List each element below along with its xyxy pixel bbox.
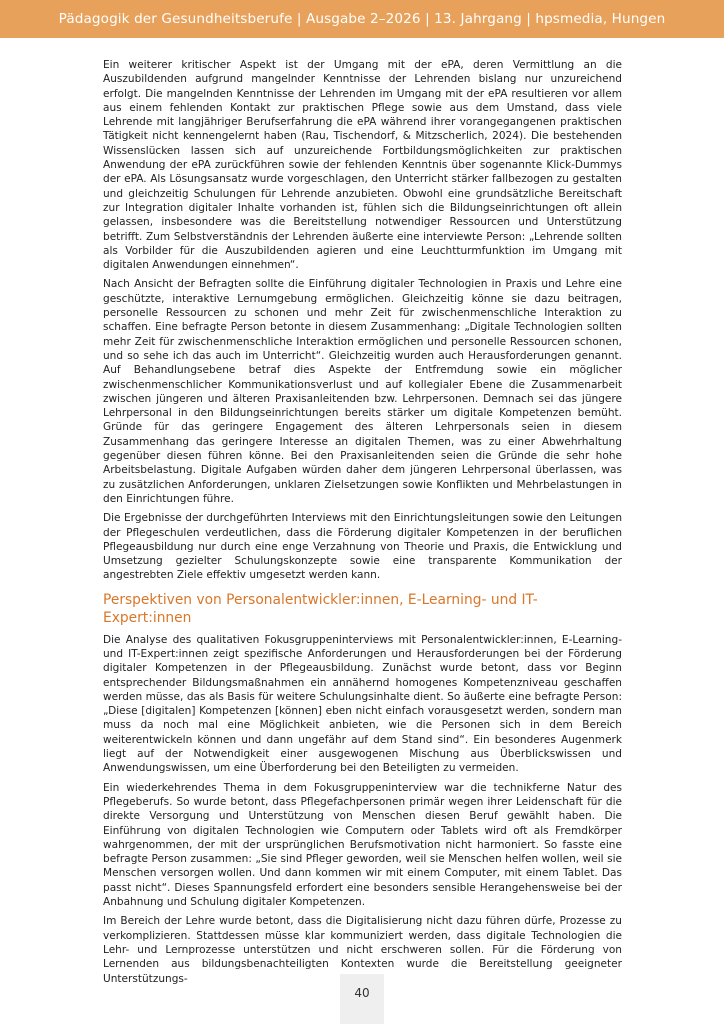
running-header: Pädagogik der Gesundheitsberufe | Ausgabe 2–2026 | 13. Jahrgang | hpsmedia, Hungen <box>0 0 724 38</box>
article-body <box>103 58 622 991</box>
section-heading: Perspektiven von Personalentwickler:innen, E-Learning- und IT-Expert:innen <box>103 591 538 626</box>
paragraph: Die Ergebnisse der durchgeführten Interviews mit den Einrichtungsleitungen sowie den Leitungen der Pflegeschulen verdeutlichen, dass die Förderung digitaler Kompetenzen in der beruflichen Pflegeausbildung nur durch eine enge Verzahnung von Theorie und Praxis, die Entwicklung und Umsetzung gezielter Schulungskonzepte sowie eine transparente Kommunikation der angestrebten Ziele effektiv umgesetzt werden kann. <box>103 512 622 582</box>
page-number: 40 <box>340 974 384 1024</box>
paragraph: Ein weiterer kritischer Aspekt ist der Umgang mit der ePA, deren Vermittlung an die Auszubildenden aufgrund mangelnder Kenntnisse der Lehrenden bislang nur unzureichend erfolgt. Die mangelnden Kenntnisse der Lehrenden im Umgang mit der ePA resultieren vor allem aus einem fehlenden Kontakt zur praktischen Pflege sowie aus dem Umstand, dass viele Lehrende mit langjähriger Berufserfahrung die ePA während ihrer vorangegangenen praktischen Tätigkeit nicht kennengelernt haben (Rau, Tischendorf, & Mitzscherlich, 2024). Die bestehenden Wissenslücken lassen sich auf unzureichende Fortbildungsmöglichkeiten zur praktischen Anwendung der ePA zurückführen sowie der fehlenden Kenntnis über sogenannte Klick-Dummys der ePA. Als Lösungsansatz wurde vorgeschlagen, den Unterricht stärker fallbezogen zu gestalten und gleichzeitig Schulungen für Lehrende anzubieten. Obwohl eine grundsätzliche Bereitschaft zur Integration digitaler Inhalte vorhanden ist, fühlen sich die Bildungseinrichtungen oft allein gelassen, insbesondere was die Bereitstellung notwendiger Ressourcen und Unterstützung betrifft. Zum Selbstverständnis der Lehrenden äußerte eine interviewte Person: „Lehrende sollten als Vorbilder für die Auszubildenden agieren und eine Leuchtturmfunktion im Umgang mit digitalen Anwendungen einnehmen“. <box>103 59 622 272</box>
paragraph: Nach Ansicht der Befragten sollte die Einführung digitaler Technologien in Praxis und Lehre eine geschützte, interaktive Lernumgebung ermöglichen. Gleichzeitig könne sie dazu beitragen, personelle Ressourcen zu schonen und mehr Zeit für zwischenmenschliche Interaktion zu schaffen. Eine befragte Person betonte in diesem Zusammenhang: „Digitale Technologien sollten mehr Zeit für zwischenmenschliche Interaktion ermöglichen und personelle Ressourcen schonen, und so sehe ich das auch im Unterricht“. Gleichzeitig wurden auch Herausforderungen genannt. Auf Behandlungsebene betraf dies Aspekte der Entfremdung sowie ein möglicher zwischenmenschlicher Kommunikationsverlust und auf kollegialer Ebene die Zusammenarbeit zwischen jüngeren und älteren Praxisanleitenden bzw. Lehrpersonen. Demnach sei das jüngere Lehrpersonal in den Bildungseinrichtungen bereits stärker um digitale Kompetenzen bemüht. Gründe für das geringere Engagement des älteren Lehrpersonals seien in diesem Zusammenhang das geringere Interesse an digitalen Themen, was zu einer Abwehrhaltung gegenüber diesen führen könne. Bei den Praxisanleitenden seien die Gründe die sehr hohe Arbeitsbelastung. Digitale Aufgaben würden daher dem jüngeren Lehrpersonal überlassen, was zu zusätzlichen Anforderungen, unklaren Zielsetzungen sowie Konflikten und Mehrbelastungen in den Einrichtungen führe. <box>103 278 622 505</box>
paragraph: Ein wiederkehrendes Thema in dem Fokusgruppeninterview war die technikferne Natur des Pflegeberufs. So wurde betont, dass Pflegefachpersonen primär wegen ihrer Leidenschaft für die direkte Versorgung und Unterstützung von Menschen diesen Beruf gewählt haben. Die Einführung von digitalen Technologien wie Computern oder Tablets wird oft als Fremdkörper wahrgenommen, der mit der ursprünglichen Berufsmotivation nicht harmoniert. So fasste eine befragte Person zusammen: „Sie sind Pfleger geworden, weil sie Menschen helfen wollen, weil sie Menschen versorgen wollen. Und dann kommen wir mit einem Computer, mit einem Tablet. Das passt nicht“. Dieses Spannungsfeld erfordert eine besonders sensible Herangehensweise bei der Anbahnung und Schulung digitaler Kompetenzen. <box>103 781 622 909</box>
paragraph: Im Bereich der Lehre wurde betont, dass die Digitalisierung nicht dazu führen dürfe, Prozesse zu verkomplizieren. Stattdessen müsse klar kommuniziert werden, dass digitale Technologien die Lehr- und Lernprozesse unterstützen und nicht erschweren sollen. Für die Förderung von Lernenden aus bildungsbenachteiligten Kontexten wurde die Bereitstellung geeigneter Unterstützungs- <box>103 915 622 985</box>
paragraph: Die Analyse des qualitativen Fokusgruppeninterviews mit Personalentwickler:innen, E-Learning- und IT-Expert:innen zeigt spezifische Anforderungen und Herausforderungen bei der Förderung digitaler Kompetenzen in der Pflegeausbildung. Zunächst wurde betont, dass vor Beginn entsprechender Bildungsmaßnahmen ein annähernd homogenes Kompetenzniveau geschaffen werden müsse, das als Basis für weitere Schulungsinhalte dient. So äußerte eine befragte Person: „Diese [digitalen] Kompetenzen [können] eben nicht einfach vorausgesetzt werden, sondern man muss da noch mal eine Möglichkeit anbieten, wie die Personen sich in dem Bereich weiterentwickeln können und dann ungefähr auf dem Stand sind“. Ein besonderes Augenmerk liegt auf der Notwendigkeit einer ausgewogenen Mischung aus Überblickswissen und Anwendungswissen, um eine Überforderung bei den Beteiligten zu vermeiden. <box>103 633 622 775</box>
